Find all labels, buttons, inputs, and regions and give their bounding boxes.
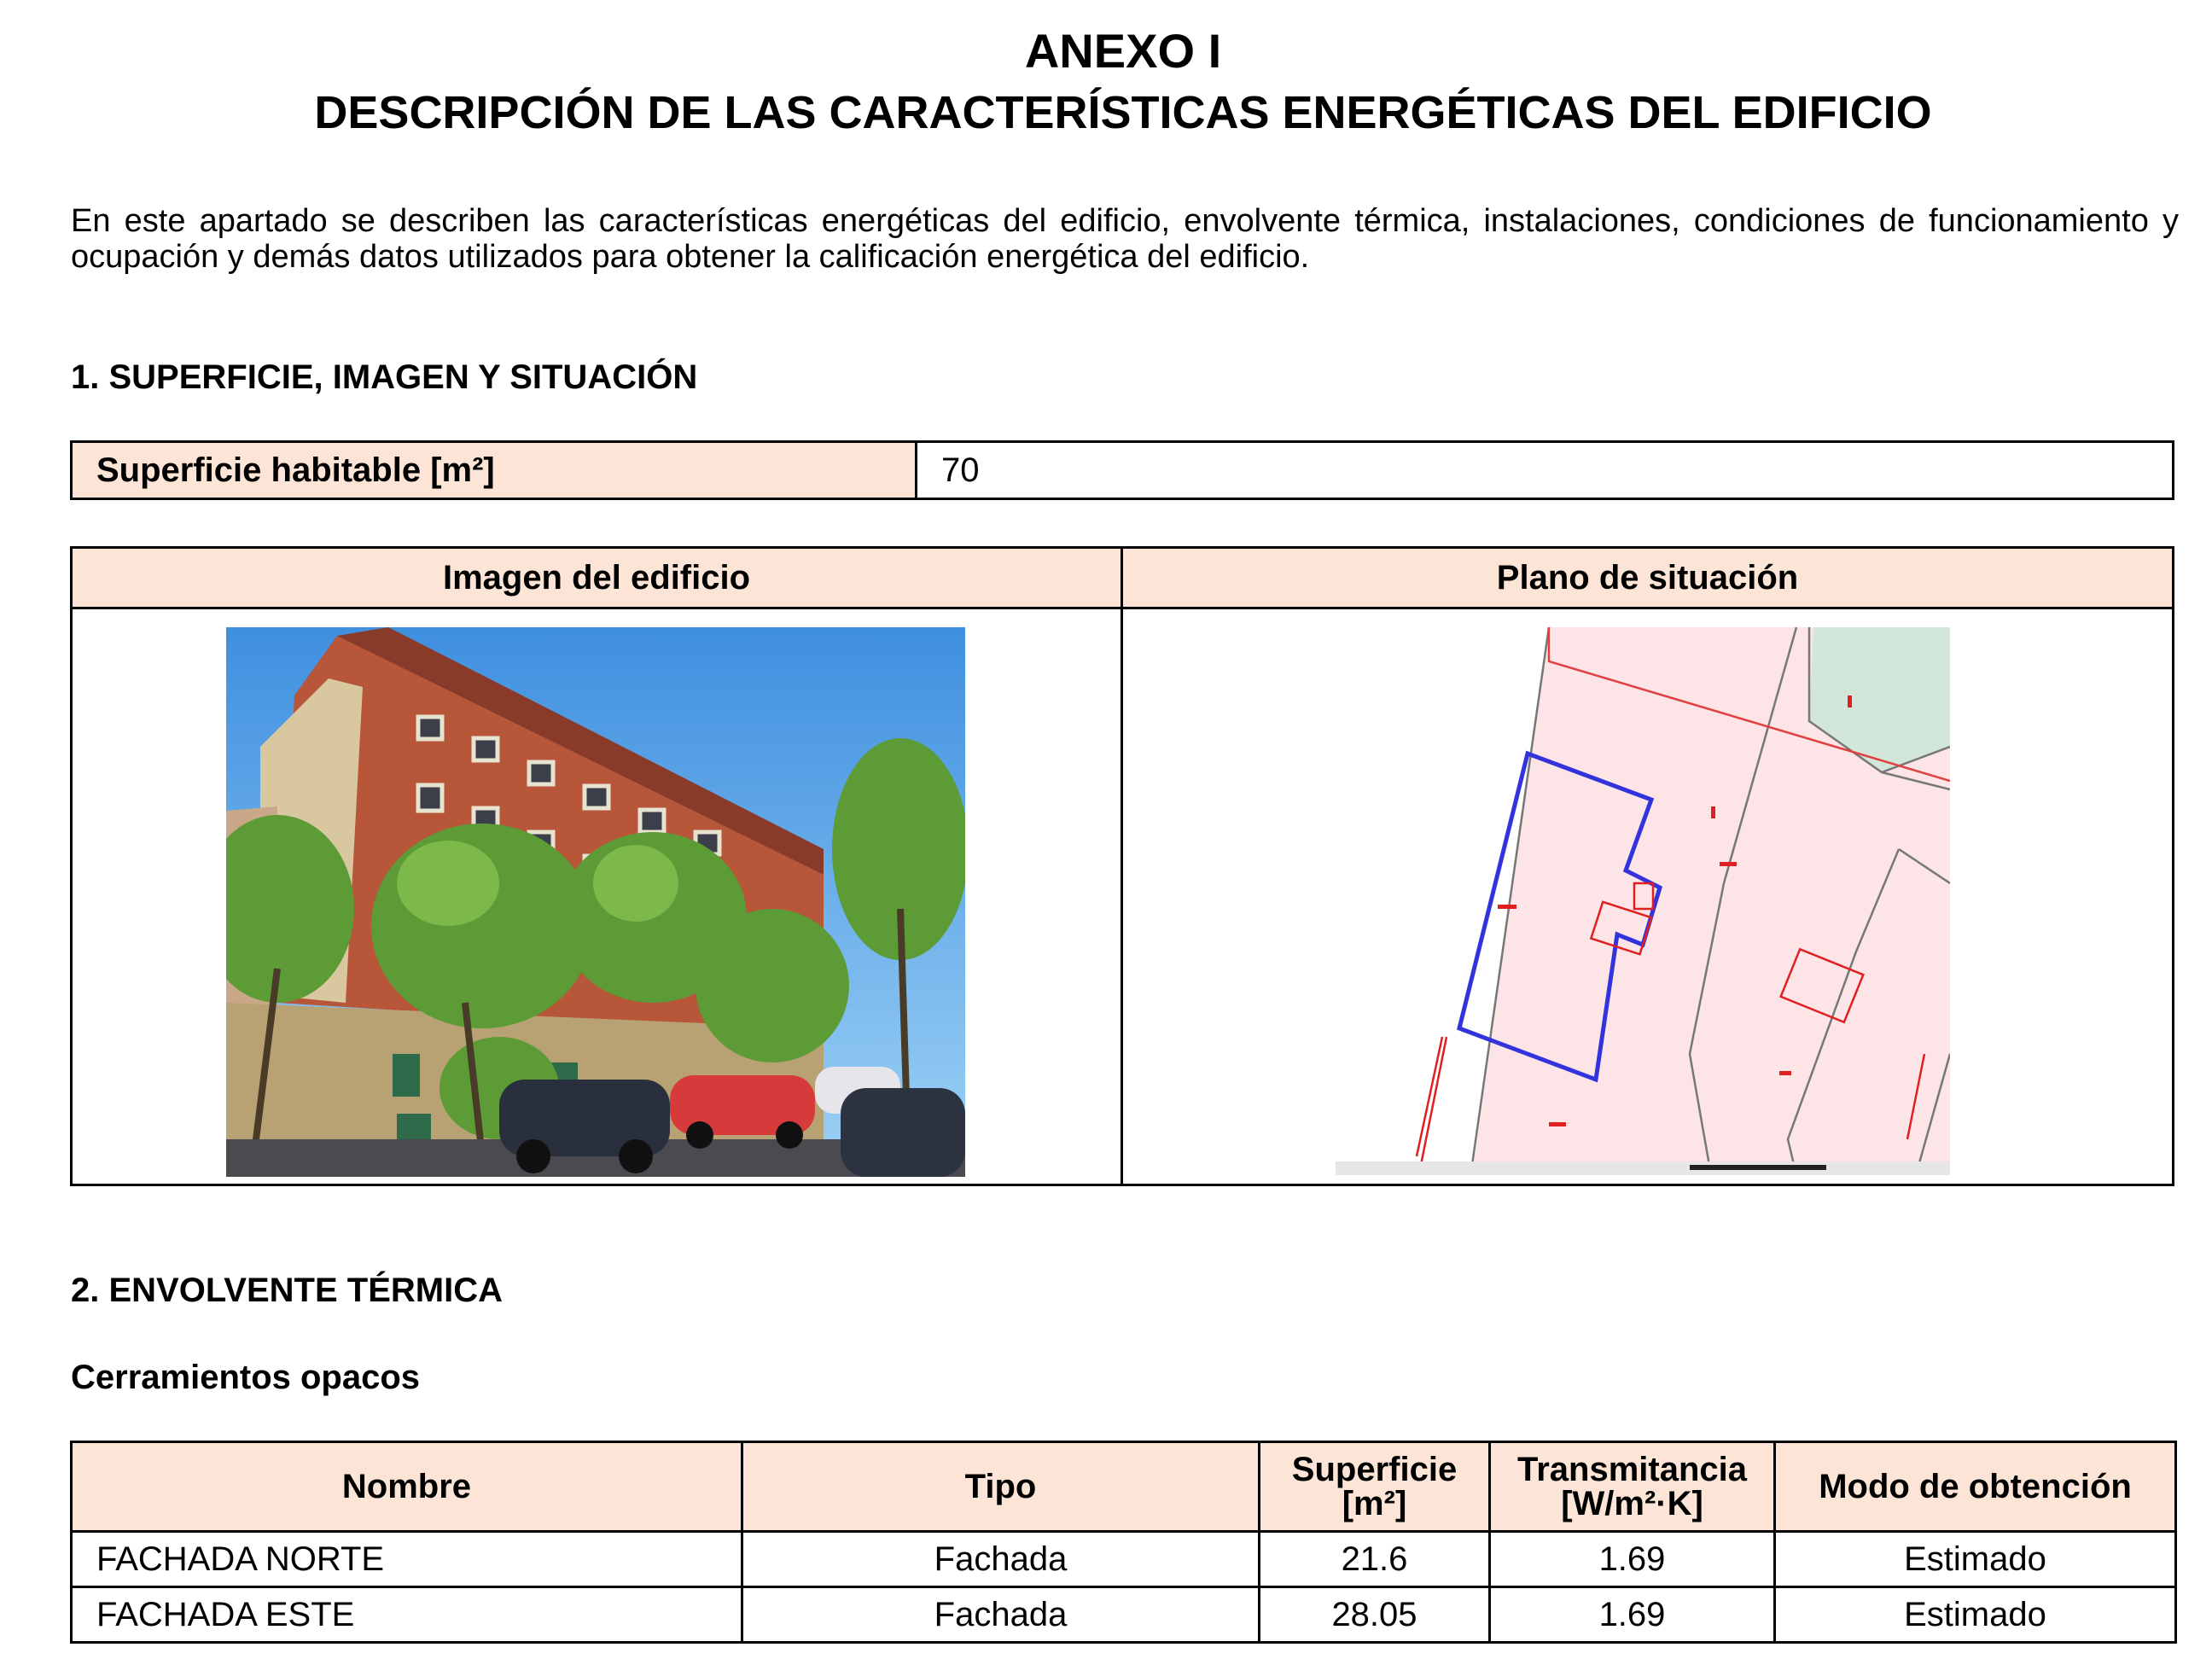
table-row xyxy=(72,1532,2176,1587)
surface-value: 70 xyxy=(941,451,980,489)
section-1-heading: 1. SUPERFICIE, IMAGEN Y SITUACIÓN xyxy=(71,358,698,396)
column-transmitancia-unit: [W/m²·K] xyxy=(1561,1485,1703,1522)
row-tipo: Fachada xyxy=(742,1532,1260,1587)
location-plan xyxy=(1336,627,1950,1175)
row-transmitancia: 1.69 xyxy=(1490,1532,1775,1587)
building-image-header: Imagen del edificio xyxy=(73,549,1123,607)
row-superficie: 28.05 xyxy=(1260,1587,1490,1643)
row-superficie: 21.6 xyxy=(1260,1532,1490,1587)
document-title: DESCRIPCIÓN DE LAS CARACTERÍSTICAS ENERGÉTICAS DEL EDIFICIO xyxy=(314,87,1932,138)
surface-label: Superficie habitable [m²] xyxy=(73,443,917,498)
row-nombre: FACHADA ESTE xyxy=(72,1587,742,1643)
row-nombre: FACHADA NORTE xyxy=(72,1532,742,1587)
image-table-header xyxy=(73,549,2172,609)
annex-title: ANEXO I xyxy=(1024,24,1222,78)
column-superficie-label: Superficie xyxy=(1291,1451,1458,1488)
opaque-enclosures-table xyxy=(70,1441,2177,1644)
row-modo: Estimado xyxy=(1775,1587,2176,1643)
column-superficie xyxy=(1260,1442,1490,1532)
table-row xyxy=(72,1587,2176,1643)
column-modo: Modo de obtención xyxy=(1775,1442,2176,1532)
column-tipo: Tipo xyxy=(742,1442,1260,1532)
row-transmitancia: 1.69 xyxy=(1490,1587,1775,1643)
opaque-enclosures-heading: Cerramientos opacos xyxy=(71,1359,421,1396)
section-2-heading: 2. ENVOLVENTE TÉRMICA xyxy=(71,1272,503,1309)
table-header-row xyxy=(72,1442,2176,1532)
row-tipo: Fachada xyxy=(742,1587,1260,1643)
column-superficie-unit: [m²] xyxy=(1342,1485,1407,1522)
column-transmitancia-label: Transmitancia xyxy=(1516,1451,1747,1488)
column-divider xyxy=(1121,607,1123,1184)
building-photo xyxy=(226,627,965,1177)
surface-table xyxy=(70,440,2174,500)
column-transmitancia xyxy=(1490,1442,1775,1532)
image-table xyxy=(70,546,2174,1186)
location-plan-header: Plano de situación xyxy=(1496,558,1799,597)
column-nombre: Nombre xyxy=(72,1442,742,1532)
intro-paragraph: En este apartado se describen las características energéticas del edificio, envolvente térmica, instalaciones, condiciones de funcionamiento y ocupación y demás datos utilizados para obtener la calificación energética del edificio. xyxy=(71,203,2179,275)
row-modo: Estimado xyxy=(1775,1532,2176,1587)
